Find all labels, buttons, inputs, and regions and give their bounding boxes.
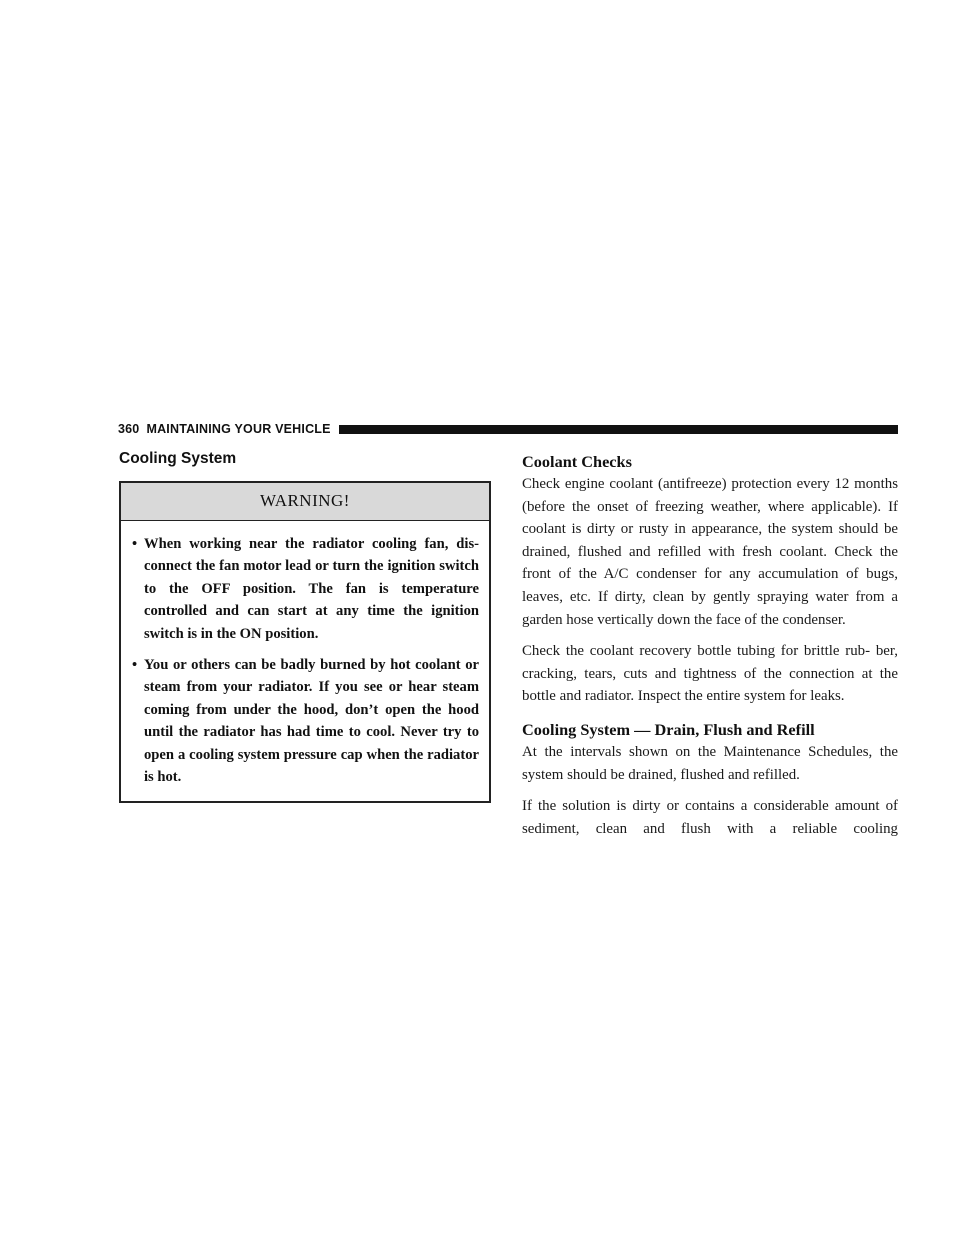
drain-flush-refill-heading: Cooling System — Drain, Flush and Refill <box>522 719 815 739</box>
warning-title: WARNING! <box>121 483 489 521</box>
bullet-icon: • <box>132 536 138 552</box>
page-number: 360 <box>118 422 140 436</box>
warning-item-text: When working near the radiator cooling fan, dis- connect the fan motor lead or turn the ignition switch to the OFF position. The fan is temperature controlled and can start at any time the ignition switch is in the ON position. <box>144 536 479 642</box>
section-title: MAINTAINING YOUR VEHICLE <box>146 422 331 436</box>
warning-item <box>132 654 479 788</box>
coolant-checks-heading: Coolant Checks <box>522 452 632 471</box>
warning-list <box>121 521 489 801</box>
warning-box <box>119 481 491 803</box>
bullet-icon: • <box>132 657 138 674</box>
paragraph: Check engine coolant (antifreeze) protection every 12 months (before the onset of freezing weather, where applicable). If coolant is dirty or rusty in appearance, the system should be drained, flushed and refilled with fresh coolant. Check the front of the A/C condenser for any accumulation of bugs, leaves, etc. If dirty, clean by gently spraying water from a garden hose vertically down the face of the condenser. <box>522 476 898 628</box>
paragraph: If the solution is dirty or contains a considerable amount of sediment, clean and flush with a reliable cooling <box>522 798 898 837</box>
left-column <box>119 450 495 803</box>
cooling-system-heading: Cooling System <box>119 450 237 467</box>
header-rule <box>339 425 898 434</box>
paragraph: Check the coolant recovery bottle tubing for brittle rub- ber, cracking, tears, cuts and tightness of the connection at the bottle and radiator. Inspect the entire system for leaks. <box>522 643 898 705</box>
right-column <box>522 451 898 849</box>
running-header <box>118 421 898 437</box>
paragraph: At the intervals shown on the Maintenance Schedules, the system should be drained, flushed and refilled. <box>522 743 898 783</box>
warning-item <box>132 533 479 645</box>
warning-item-text: You or others can be badly burned by hot coolant or steam from your radiator. If you see or hear steam coming from under the hood, don’t open the hood until the radiator has had time to cool. Never try to open a cooling system pressure cap when the radiator is hot. <box>144 657 479 786</box>
